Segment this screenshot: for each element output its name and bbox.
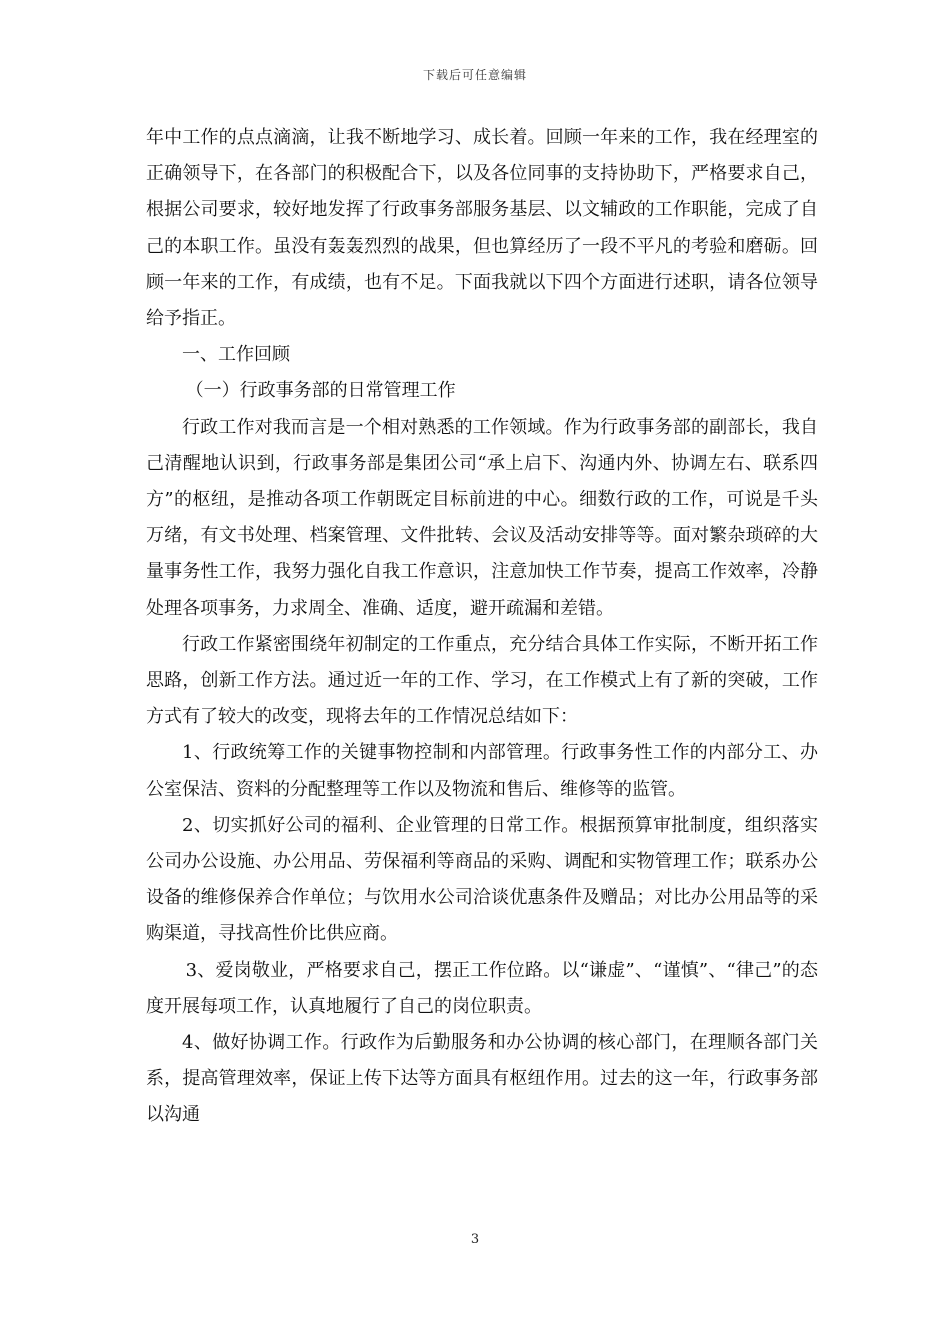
paragraph-intro: 年中工作的点点滴滴，让我不断地学习、成长着。回顾一年来的工作，我在经理室的正确领导下，在各部门的积极配合下，以及各位同事的支持协助下，严格要求自己，根据公司要求，较好地发挥了行政事务部服务基层、以文辅政的工作职能，完成了自己的本职工作。虽没有轰轰烈烈的战果，但也算经历了一段不平凡的考验和磨砺。回顾一年来的工作，有成绩，也有不足。下面我就以下四个方面进行述职，请各位领导给予指正。: [146, 127, 818, 330]
page-number: 3: [470, 1232, 480, 1247]
list-item-2: 2、切实抓好公司的福利、企业管理的日常工作。根据预算审批制度，组织落实公司办公设施、办公用品、劳保福利等商品的采购、调配和实物管理工作；联系办公设备的维修保养合作单位；与饮用水公司洽谈优惠条件及赠品；对比办公用品等的采购渠道，寻找高性价比供应商。: [146, 814, 818, 945]
paragraph-admin-overview: 行政工作对我而言是一个相对熟悉的工作领域。作为行政事务部的副部长，我自己清醒地认识到，行政事务部是集团公司“承上启下、沟通内外、协调左右、联系四方”的枢纽，是推动各项工作朝既定目标前进的中心。细数行政的工作，可说是千头万绪，有文书处理、档案管理、文件批转、会议及活动安排等等。面对繁杂琐碎的大量事务性工作，我努力强化自我工作意识，注意加快工作节奏，提高工作效率，冷静处理各项事务，力求周全、准确、适度，避开疏漏和差错。: [146, 416, 818, 619]
document-body: [146, 120, 818, 1134]
page-header-note: 下载后可任意编辑: [422, 68, 527, 82]
list-item-4: 4、做好协调工作。行政作为后勤服务和办公协调的核心部门，在理顺各部门关系，提高管理效率，保证上传下达等方面具有枢纽作用。过去的这一年，行政事务部以沟通: [146, 1032, 818, 1126]
list-item-1: 1、行政统筹工作的关键事物控制和内部管理。行政事务性工作的内部分工、办公室保洁、资料的分配整理等工作以及物流和售后、维修等的监管。: [146, 742, 818, 800]
paragraph-work-focus: 行政工作紧密围绕年初制定的工作重点，充分结合具体工作实际，不断开拓工作思路，创新工作方法。通过近一年的工作、学习，在工作模式上有了新的突破，工作方式有了较大的改变，现将去年的工作情况总结如下：: [146, 633, 818, 728]
subsection-heading: （一）行政事务部的日常管理工作: [185, 380, 456, 402]
section-heading: 一、工作回顾: [182, 344, 290, 366]
list-item-3: 3、爱岗敬业，严格要求自己，摆正工作位路。以“谦虚”、“谨慎”、“律己”的态度开展每项工作，认真地履行了自己的岗位职责。: [146, 959, 818, 1017]
